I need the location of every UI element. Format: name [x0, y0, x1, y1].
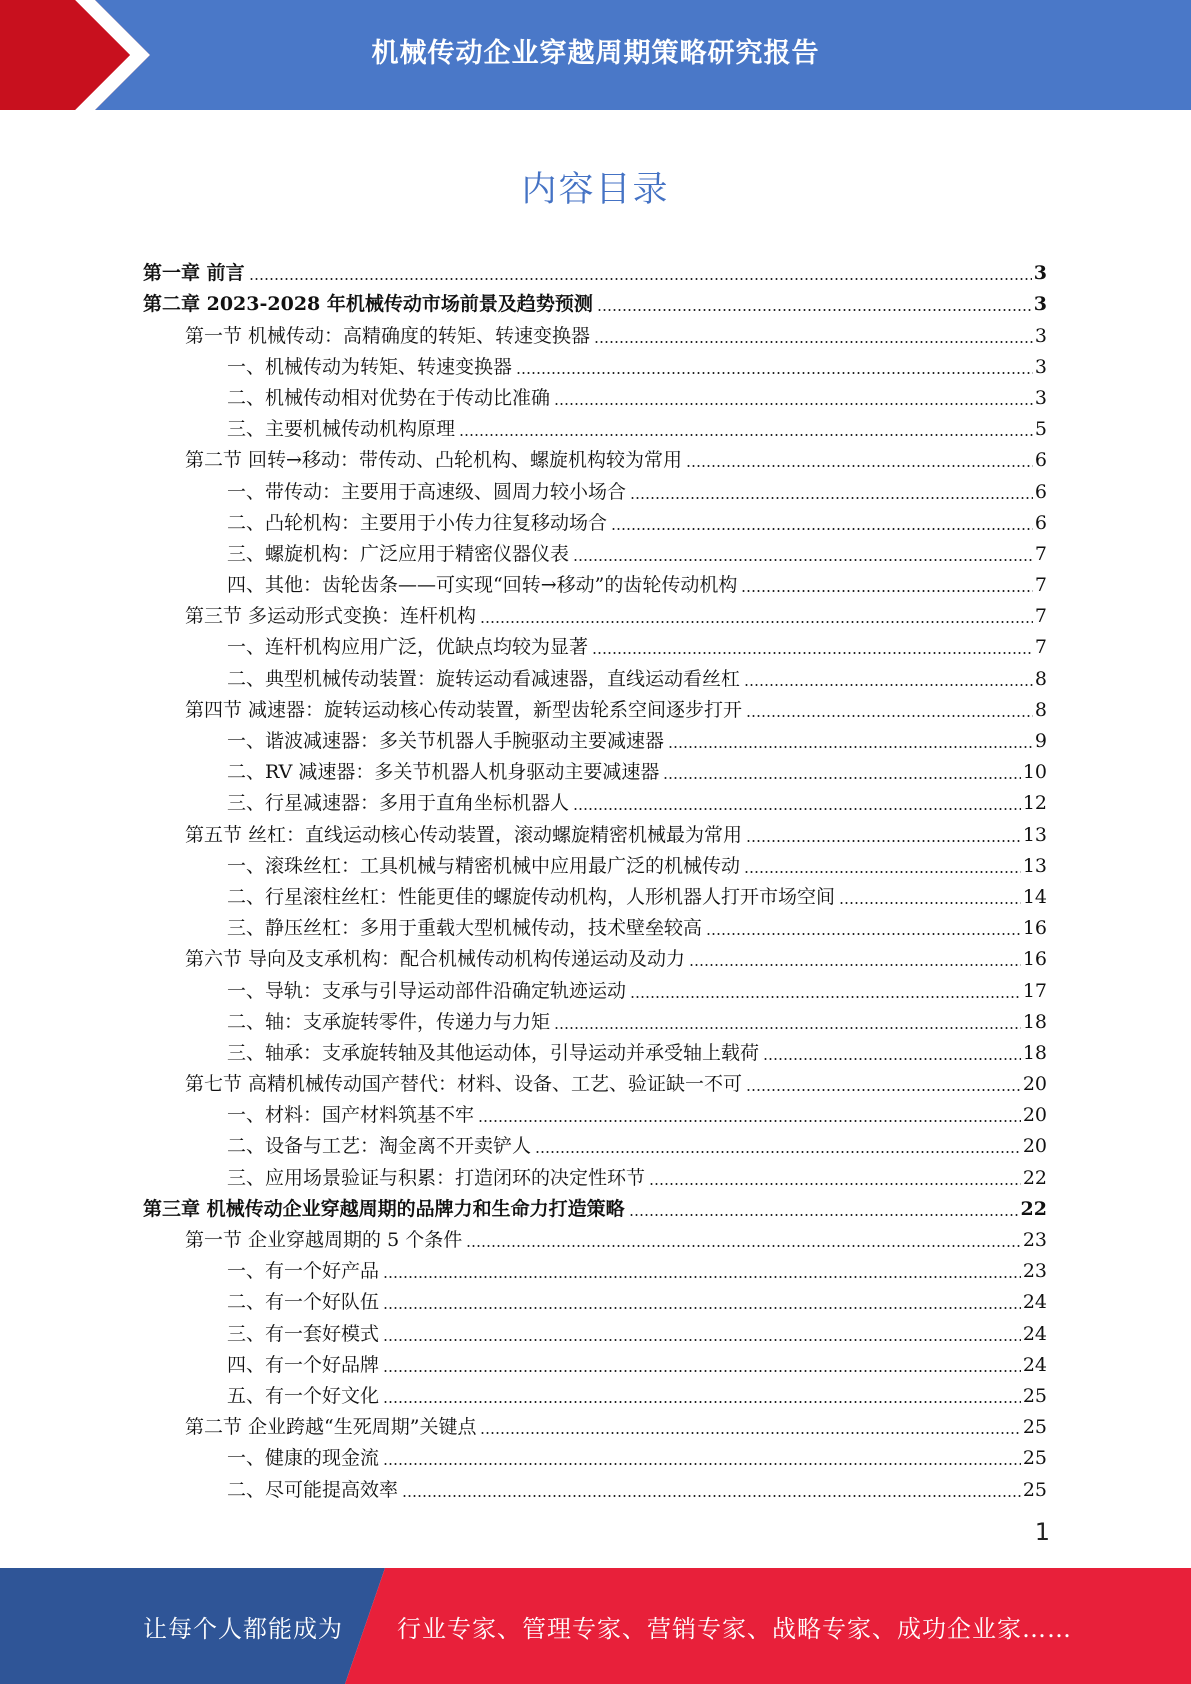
dot-leader	[383, 1339, 1021, 1341]
toc-entry-title: 第一章 前言	[143, 262, 245, 285]
dot-leader	[744, 871, 1021, 873]
dot-leader	[535, 1151, 1021, 1153]
dot-leader	[592, 652, 1033, 654]
toc-entry-page: 25	[1022, 1384, 1047, 1407]
toc-entry-page: 16	[1022, 948, 1047, 971]
toc-entry-title: 第七节 高精机械传动国产替代：材料、设备、工艺、验证缺一不可	[185, 1073, 743, 1096]
toc-entry-page: 3	[1034, 324, 1047, 347]
toc-entry[interactable]	[143, 660, 1047, 691]
dot-leader	[554, 403, 1033, 405]
toc-entry-page: 22	[1020, 1197, 1047, 1220]
toc-entry-page: 23	[1022, 1260, 1047, 1283]
dot-leader	[630, 996, 1021, 998]
toc-entry-title: 第四节 减速器：旋转运动核心传动装置，新型齿轮系空间逐步打开	[185, 698, 743, 721]
toc-entry[interactable]	[143, 1222, 1047, 1253]
toc-entry-page: 6	[1034, 511, 1047, 534]
toc-entry[interactable]	[143, 317, 1047, 348]
footer-banner	[0, 1568, 1191, 1684]
toc-entry[interactable]	[143, 1253, 1047, 1284]
toc-entry-title: 第五节 丝杠：直线运动核心传动装置，滚动螺旋精密机械最为常用	[185, 823, 743, 846]
toc-entry-title: 一、有一个好产品	[227, 1260, 380, 1283]
dot-leader	[611, 528, 1033, 530]
toc-entry[interactable]	[143, 629, 1047, 660]
toc-entry[interactable]	[143, 1128, 1047, 1159]
dot-leader	[746, 1089, 1021, 1091]
toc-entry-title: 第二节 回转→移动：带传动、凸轮机构、螺旋机构较为常用	[185, 449, 682, 472]
toc-entry[interactable]	[143, 598, 1047, 629]
report-title: 机械传动企业穿越周期策略研究报告	[371, 37, 820, 69]
toc-entry-page: 6	[1034, 480, 1047, 503]
dot-leader	[746, 715, 1033, 717]
toc-entry-title: 一、导轨：支承与引导运动部件沿确定轨迹运动	[227, 979, 627, 1002]
toc-entry[interactable]	[143, 816, 1047, 847]
toc-entry-page: 7	[1034, 542, 1047, 565]
toc-entry[interactable]	[143, 723, 1047, 754]
toc-entry[interactable]	[143, 972, 1047, 1003]
dot-leader	[763, 1058, 1021, 1060]
toc-entry-page: 25	[1022, 1478, 1047, 1501]
toc-entry-page: 16	[1022, 917, 1047, 940]
dot-leader	[649, 1183, 1021, 1185]
toc-entry-page: 24	[1022, 1291, 1047, 1314]
toc-entry[interactable]	[143, 941, 1047, 972]
toc-entry-title: 二、典型机械传动装置：旋转运动看减速器，直线运动看丝杠	[227, 667, 741, 690]
toc-entry[interactable]	[143, 1440, 1047, 1471]
toc-entry[interactable]	[143, 505, 1047, 536]
dot-leader	[466, 1245, 1021, 1247]
dot-leader	[706, 933, 1021, 935]
toc-entry[interactable]	[143, 473, 1047, 504]
toc-entry-title: 二、轴：支承旋转零件，传递力与力矩	[227, 1010, 551, 1033]
toc-entry-title: 第二章 2023-2028 年机械传动市场前景及趋势预测	[143, 293, 593, 316]
dot-leader	[383, 1463, 1021, 1465]
toc-entry-page: 7	[1034, 605, 1047, 628]
toc-entry[interactable]	[143, 286, 1047, 317]
toc-entry[interactable]	[143, 1284, 1047, 1315]
toc-entry[interactable]	[143, 1409, 1047, 1440]
dot-leader	[554, 1027, 1021, 1029]
toc-entry-title: 三、应用场景验证与积累：打造闭环的决定性环节	[227, 1166, 646, 1189]
toc-entry[interactable]	[143, 754, 1047, 785]
toc-entry-title: 二、有一个好队伍	[227, 1291, 380, 1314]
toc-entry-page: 6	[1034, 449, 1047, 472]
dot-leader	[459, 434, 1033, 436]
toc-entry-page: 3	[1034, 386, 1047, 409]
toc-entry-title: 二、设备与工艺：淘金离不开卖铲人	[227, 1135, 532, 1158]
toc-entry[interactable]	[143, 1191, 1047, 1222]
toc-heading: 内容目录	[521, 170, 670, 210]
toc-entry-title: 一、机械传动为转矩、转速变换器	[227, 355, 513, 378]
toc-entry-title: 三、轴承：支承旋转轴及其他运动体，引导运动并承受轴上载荷	[227, 1041, 760, 1064]
toc-entry-title: 三、行星减速器：多用于直角坐标机器人	[227, 792, 570, 815]
dot-leader	[630, 497, 1033, 499]
toc-entry[interactable]	[143, 692, 1047, 723]
toc-entry-page: 25	[1022, 1416, 1047, 1439]
dot-leader	[480, 1432, 1020, 1434]
toc-entry-page: 20	[1022, 1135, 1047, 1158]
toc-entry-page: 23	[1022, 1229, 1047, 1251]
dot-leader	[597, 309, 1032, 311]
toc-entry-page: 7	[1034, 574, 1047, 597]
toc-entry-page: 12	[1022, 792, 1047, 815]
toc-entry-page: 18	[1022, 1041, 1047, 1064]
dot-leader	[478, 1120, 1021, 1122]
toc-entry-page: 24	[1022, 1322, 1047, 1345]
toc-entry-page: 3	[1034, 355, 1047, 378]
toc-entry-page: 3	[1033, 262, 1047, 285]
toc-entry-page: 3	[1033, 293, 1047, 316]
toc-entry[interactable]	[143, 411, 1047, 442]
toc-entry-page: 13	[1022, 823, 1047, 846]
toc-entry-page: 18	[1022, 1010, 1047, 1033]
toc-entry-title: 二、机械传动相对优势在于传动比准确	[227, 386, 551, 409]
dot-leader	[573, 808, 1021, 810]
toc-entry[interactable]	[143, 1004, 1047, 1035]
toc-entry[interactable]	[143, 442, 1047, 473]
dot-leader	[594, 341, 1033, 343]
dot-leader	[249, 278, 1032, 280]
toc-entry-title: 三、主要机械传动机构原理	[227, 418, 456, 441]
toc-entry-page: 20	[1022, 1104, 1047, 1127]
table-of-contents	[143, 255, 1047, 1503]
toc-entry-title: 一、谐波减速器：多关节机器人手腕驱动主要减速器	[227, 730, 665, 752]
toc-entry-title: 五、有一个好文化	[227, 1384, 380, 1407]
toc-entry-title: 第一节 企业穿越周期的 5 个条件	[185, 1229, 463, 1251]
toc-entry-title: 第三节 多运动形式变换：连杆机构	[185, 605, 477, 628]
dot-leader	[686, 465, 1033, 467]
toc-entry-title: 三、螺旋机构：广泛应用于精密仪器仪表	[227, 542, 570, 565]
toc-entry-title: 四、其他：齿轮齿条——可实现“回转→移动”的齿轮传动机构	[227, 574, 738, 597]
dot-leader	[383, 1276, 1021, 1278]
toc-entry-page: 8	[1034, 667, 1047, 690]
dot-leader	[839, 902, 1021, 904]
dot-leader	[383, 1401, 1021, 1403]
toc-entry[interactable]	[143, 848, 1047, 879]
dot-leader	[744, 684, 1033, 686]
toc-entry[interactable]	[143, 380, 1047, 411]
dot-leader	[746, 840, 1021, 842]
toc-entry-title: 一、滚珠丝杠：工具机械与精密机械中应用最广泛的机械传动	[227, 854, 741, 877]
toc-entry[interactable]	[143, 1159, 1047, 1190]
toc-entry-title: 二、行星滚柱丝杠：性能更佳的螺旋传动机构，人形机器人打开市场空间	[227, 885, 836, 908]
toc-entry[interactable]	[143, 1378, 1047, 1409]
toc-entry-page: 25	[1022, 1447, 1047, 1470]
page-number: 1	[1034, 1518, 1050, 1546]
dot-leader	[668, 746, 1033, 748]
dot-leader	[689, 964, 1021, 966]
toc-entry-title: 第三章 机械传动企业穿越周期的品牌力和生命力打造策略	[143, 1197, 625, 1220]
toc-entry[interactable]	[143, 910, 1047, 941]
toc-entry-page: 17	[1022, 979, 1047, 1002]
toc-entry[interactable]	[143, 255, 1047, 286]
toc-entry-title: 第二节 企业跨越“生死周期”关键点	[185, 1416, 477, 1439]
toc-entry[interactable]	[143, 349, 1047, 380]
toc-entry-title: 一、带传动：主要用于高速级、圆周力较小场合	[227, 480, 627, 503]
toc-entry[interactable]	[143, 1066, 1047, 1097]
dot-leader	[383, 1307, 1021, 1309]
toc-entry-title: 二、RV 减速器：多关节机器人机身驱动主要减速器	[227, 761, 660, 784]
toc-entry-title: 四、有一个好品牌	[227, 1353, 380, 1376]
toc-entry-title: 一、材料：国产材料筑基不牢	[227, 1104, 475, 1127]
toc-entry-title: 三、有一套好模式	[227, 1322, 380, 1345]
toc-entry[interactable]	[143, 785, 1047, 816]
toc-entry[interactable]	[143, 567, 1047, 598]
dot-leader	[573, 559, 1033, 561]
dot-leader	[741, 590, 1033, 592]
toc-entry-page: 13	[1022, 854, 1047, 877]
toc-entry-page: 24	[1022, 1353, 1047, 1376]
toc-entry-title: 三、静压丝杠：多用于重载大型机械传动，技术壁垒较高	[227, 917, 703, 940]
toc-entry-page: 9	[1034, 730, 1047, 752]
toc-entry-title: 第一节 机械传动：高精确度的转矩、转速变换器	[185, 324, 591, 347]
toc-entry[interactable]	[143, 1035, 1047, 1066]
dot-leader	[402, 1495, 1021, 1497]
toc-entry-page: 20	[1022, 1073, 1047, 1096]
toc-entry[interactable]	[143, 1471, 1047, 1502]
toc-entry-title: 一、健康的现金流	[227, 1447, 380, 1470]
toc-entry-page: 22	[1022, 1166, 1047, 1189]
toc-entry-title: 二、尽可能提高效率	[227, 1478, 399, 1501]
toc-entry[interactable]	[143, 1097, 1047, 1128]
footer-slogan-right: 行业专家、管理专家、营销专家、战略专家、成功企业家……	[397, 1614, 1072, 1643]
toc-entry[interactable]	[143, 879, 1047, 910]
toc-entry-title: 一、连杆机构应用广泛，优缺点均较为显著	[227, 636, 589, 659]
toc-entry[interactable]	[143, 1347, 1047, 1378]
dot-leader	[663, 777, 1020, 779]
toc-entry-page: 10	[1022, 761, 1047, 784]
toc-entry-page: 5	[1034, 418, 1047, 441]
dot-leader	[480, 621, 1033, 623]
header-banner	[0, 0, 1191, 110]
dot-leader	[383, 1370, 1021, 1372]
toc-entry-title: 第六节 导向及支承机构：配合机械传动机构传递运动及动力	[185, 948, 686, 971]
toc-entry[interactable]	[143, 1315, 1047, 1346]
toc-entry-title: 二、凸轮机构：主要用于小传力往复移动场合	[227, 511, 608, 534]
dot-leader	[516, 372, 1033, 374]
toc-entry-page: 7	[1034, 636, 1047, 659]
dot-leader	[629, 1214, 1019, 1216]
toc-entry-page: 14	[1022, 885, 1047, 908]
footer-slogan-left: 让每个人都能成为	[143, 1614, 343, 1643]
toc-entry[interactable]	[143, 536, 1047, 567]
toc-entry-page: 8	[1034, 698, 1047, 721]
